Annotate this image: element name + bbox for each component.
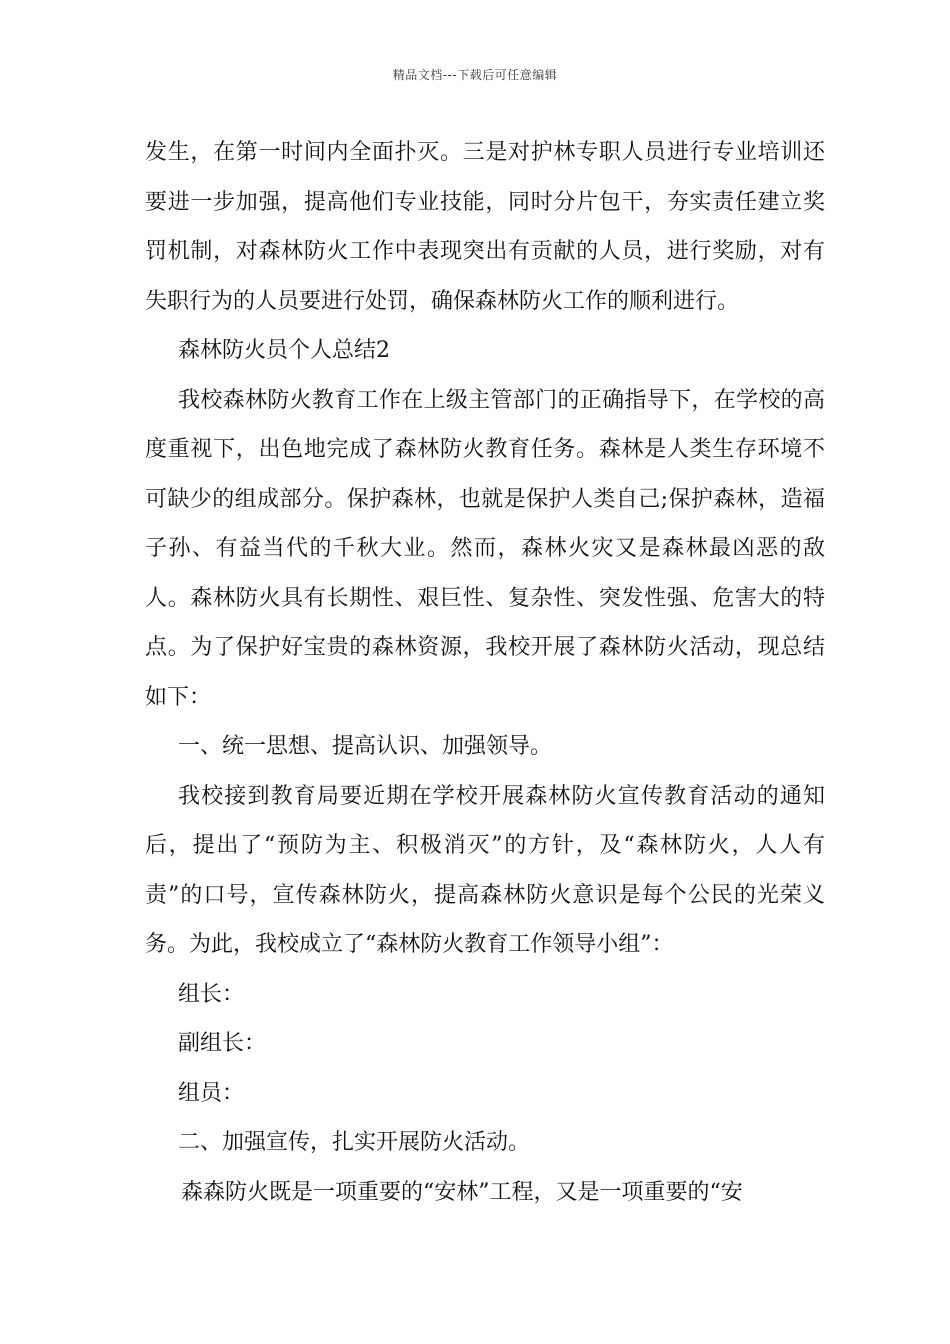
document-body	[145, 128, 825, 1217]
paragraph-intro: 我校森林防火教育工作在上级主管部门的正确指导下，在学校的高度重视下，出色地完成了森林防火教育任务。森林是人类生存环境不可缺少的组成部分。保护森林，也就是保护人类自己;保护森林，造福子孙、有益当代的千秋大业。然而，森林火灾又是森林最凶恶的敌人。森林防火具有长期性、艰巨性、复杂性、突发性强、危害大的特点。为了保护好宝贵的森林资源，我校开展了森林防火活动，现总结如下：	[145, 387, 825, 710]
deputy-leader-label: 副组长：	[178, 1031, 267, 1056]
heading-one: 一、统一思想、提高认识、加强领导。	[178, 734, 553, 759]
members-label: 组员：	[178, 1080, 245, 1106]
team-leader-label: 组长：	[178, 981, 245, 1007]
paragraph-fragment: 森森防火既是一项重要的“安林”工程，又是一项重要的“安	[181, 1179, 743, 1205]
page-header: 精品文档---下载后可任意编辑	[392, 68, 558, 82]
heading-two: 二、加强宣传，扎实开展防火活动。	[178, 1130, 531, 1155]
section-title: 森林防火员个人总结2	[178, 338, 390, 363]
paragraph-notice: 我校接到教育局要近期在学校开展森林防火宣传教育活动的通知后，提出了“预防为主、积极消灭”的方针，及“森林防火，人人有责”的口号，宣传森林防火，提高森林防火意识是每个公民的光荣义务。为此，我校成立了“森林防火教育工作领导小组”：	[145, 783, 825, 957]
paragraph-continuation: 发生，在第一时间内全面扑灭。三是对护林专职人员进行专业培训还要进一步加强，提高他们专业技能，同时分片包干，夯实责任建立奖罚机制，对森林防火工作中表现突出有贡献的人员，进行奖励，对有失职行为的人员要进行处罚，确保森林防火工作的顺利进行。	[145, 140, 825, 314]
